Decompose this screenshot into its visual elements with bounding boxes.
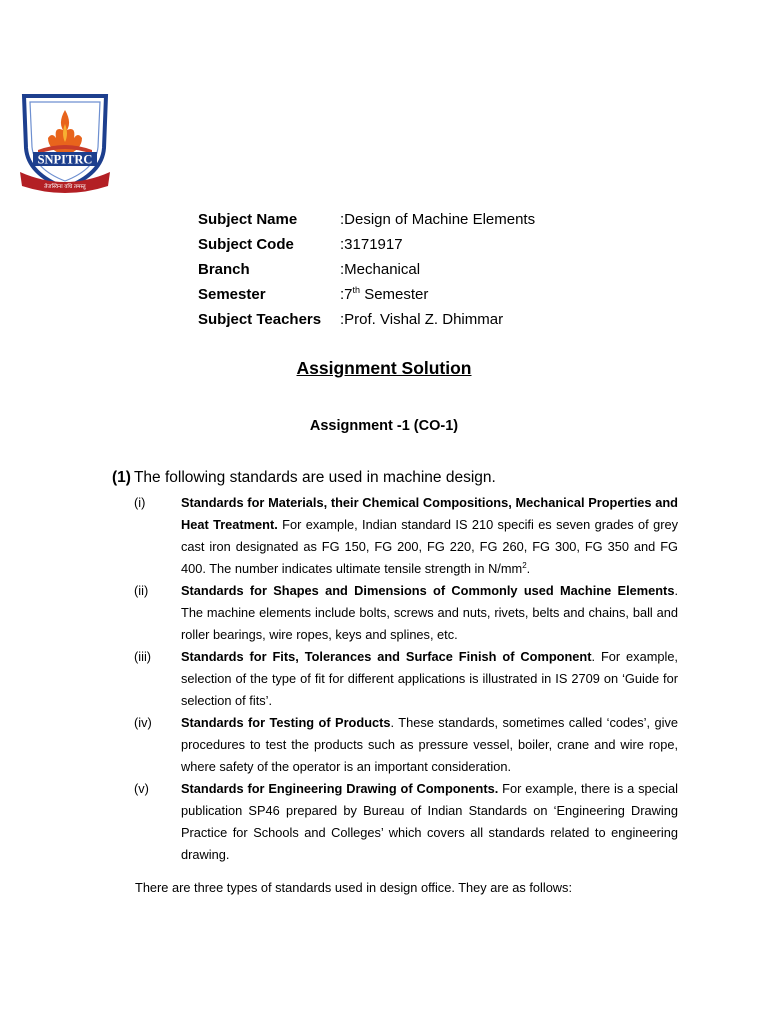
item-number: (iii) [134, 649, 152, 664]
subject-name-label: Subject Name [198, 211, 298, 228]
logo-text: SNPITRC [37, 152, 93, 167]
list-item [134, 492, 678, 580]
semester-label: Semester [198, 286, 266, 303]
logo-motto: तेजस्विना वधि तमस्तु [44, 184, 86, 190]
assignment-subtitle: Assignment -1 (CO-1) [309, 418, 459, 434]
branch-value: :Mechanical [340, 261, 421, 278]
subject-code-row [198, 232, 598, 257]
subject-name-row [198, 207, 598, 232]
item-number: (ii) [134, 583, 149, 598]
branch-label: Branch [198, 261, 250, 278]
question-heading [112, 469, 496, 487]
item-body: Standards for Testing of Products. These standards, sometimes called ‘codes’, give procedures to test the products such as pressure vessel, boiler, crane and wire rope, where safety of the operator is an important consideration. [181, 715, 678, 774]
item-body: Standards for Shapes and Dimensions of Commonly used Machine Elements. The machine elements include bolts, screws and nuts, rivets, belts and chains, ball and roller bearings, wire ropes, keys and splines, etc. [181, 583, 678, 642]
branch-row [198, 257, 598, 282]
snpitrc-logo [18, 92, 112, 198]
subject-code-value: :3171917 [340, 236, 403, 253]
list-item [134, 712, 678, 778]
subject-name-value: :Design of Machine Elements [340, 211, 536, 228]
list-item [134, 646, 678, 712]
item-body: Standards for Engineering Drawing of Components. For example, there is a special publication SP46 prepared by Bureau of Indian Standards on ‘Engineering Drawing Practice for Schools and Colleges’ which covers all standards related to engineering drawing. [181, 781, 678, 862]
semester-value: :7th Semester [340, 285, 429, 303]
standards-list [134, 492, 678, 866]
document-title: Assignment Solution [296, 358, 472, 378]
item-body: Standards for Fits, Tolerances and Surface Finish of Component. For example, selection of the type of fit for different applications is illustrated in IS 2709 on ‘Guide for selection of fits’. [181, 649, 678, 708]
item-number: (iv) [134, 715, 152, 730]
footer-paragraph: There are three types of standards used in design office. They are as follows: [135, 880, 572, 895]
teachers-row [198, 307, 598, 332]
subject-info [198, 207, 598, 332]
item-number: (v) [134, 781, 149, 796]
question-text: The following standards are used in machine design. [133, 469, 496, 486]
item-body: Standards for Materials, their Chemical Compositions, Mechanical Properties and Heat Treatment. For example, Indian standard IS 210 specifi es seven grades of grey cast iron designated as FG 150, FG 200, FG 220, FG 260, FG 300, FG 350 and FG 400. The number indicates ultimate tensile strength in $N/mm^2$. [181, 495, 678, 576]
list-item [134, 580, 678, 646]
teachers-label: Subject Teachers [198, 311, 322, 328]
teachers-value: :Prof. Vishal Z. Dhimmar [340, 311, 504, 328]
subject-code-label: Subject Code [198, 236, 294, 253]
list-item [134, 778, 678, 866]
question-number: (1) [112, 469, 131, 486]
item-number: (i) [134, 495, 146, 510]
semester-row [198, 282, 598, 307]
